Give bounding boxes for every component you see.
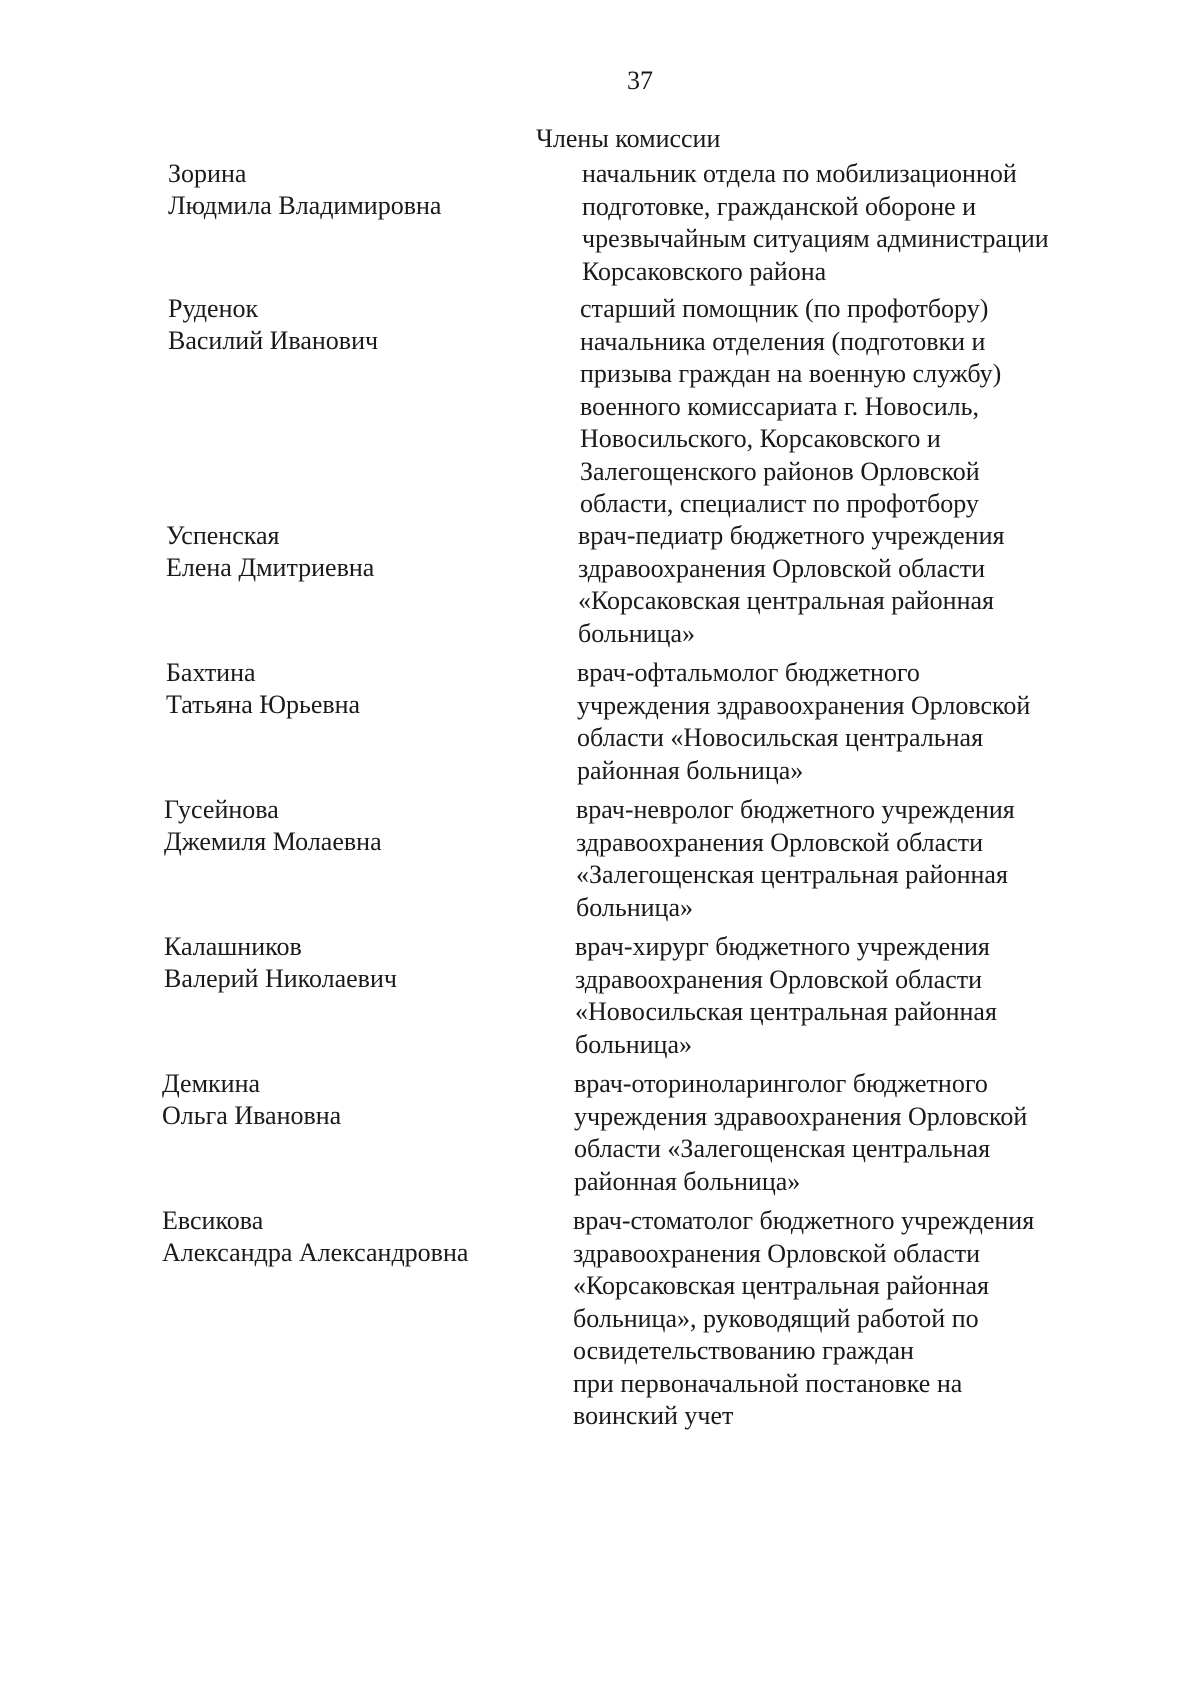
member-role-line: врач-невролог бюджетного учреждения: [576, 795, 1015, 824]
member-surname: Зорина: [168, 159, 247, 188]
member-role: [580, 293, 1140, 521]
member-role-line: воинский учет: [573, 1401, 734, 1430]
member-role-line: «Залегощенская центральная районная: [576, 860, 1008, 889]
member-role-line: здравоохранения Орловской области: [575, 964, 983, 994]
member-surname: Руденок: [168, 294, 259, 323]
member-role-line: «Корсаковская центральная районная: [573, 1271, 989, 1300]
member-role-line: старший помощник (по профотбору): [580, 294, 989, 323]
member-role-line: при первоначальной постановке на: [573, 1368, 963, 1398]
member-role-line: здравоохранения Орловской области: [578, 553, 986, 583]
member-role-line: военного комиссариата г. Новосиль,: [580, 391, 979, 421]
member-role: [576, 794, 1136, 924]
member-role: [575, 931, 1135, 1061]
member-role-line: Новосильского, Корсаковского и: [580, 424, 941, 453]
member-role-line: чрезвычайным ситуациям администрации: [582, 224, 1049, 253]
member-role-line: врач-офтальмолог бюджетного: [577, 658, 920, 687]
member-role-line: Корсаковского района: [582, 256, 827, 286]
member-given-names: Александра Александровна: [162, 1238, 469, 1267]
member-role: [582, 158, 1142, 288]
member-role-line: врач-хирург бюджетного учреждения: [575, 932, 990, 961]
member-name: [162, 1068, 341, 1132]
member-role-line: врач-стоматолог бюджетного учреждения: [573, 1206, 1035, 1235]
section-title: Члены комиссии: [536, 124, 721, 153]
member-surname: Бахтина: [166, 658, 256, 687]
member-role-line: начальника отделения (подготовки и: [580, 326, 986, 356]
member-role-line: области «Залегощенская центральная: [574, 1134, 991, 1163]
member-role-line: больница»: [576, 892, 693, 922]
member-role: [573, 1205, 1133, 1433]
member-given-names: Людмила Владимировна: [168, 191, 442, 220]
member-surname: Демкина: [162, 1069, 261, 1098]
member-role-line: области, специалист по профотбору: [580, 489, 979, 518]
member-name: [168, 293, 378, 357]
member-name: [166, 657, 360, 721]
member-name: [166, 520, 374, 584]
member-surname: Успенская: [166, 521, 280, 550]
member-role-line: здравоохранения Орловской области: [573, 1238, 981, 1268]
member-role-line: больница»: [575, 1029, 692, 1059]
member-role-line: Залегощенского районов Орловской: [580, 456, 980, 486]
member-given-names: Елена Дмитриевна: [166, 553, 375, 582]
page-number: 37: [627, 66, 653, 95]
member-role-line: врач-оториноларинголог бюджетного: [574, 1069, 988, 1098]
member-role-line: «Новосильская центральная районная: [575, 997, 997, 1026]
member-role-line: здравоохранения Орловской области: [576, 827, 984, 857]
member-given-names: Василий Иванович: [168, 326, 379, 355]
member-role-line: больница», руководящий работой по: [573, 1303, 979, 1333]
member-role-line: учреждения здравоохранения Орловской: [577, 690, 1031, 720]
member-role-line: подготовке, гражданской обороне и: [582, 191, 977, 221]
member-role-line: «Корсаковская центральная районная: [578, 586, 994, 615]
member-role: [578, 520, 1138, 650]
member-role: [574, 1068, 1134, 1198]
member-given-names: Татьяна Юрьевна: [166, 690, 361, 719]
member-surname: Калашников: [164, 932, 302, 961]
member-surname: Евсикова: [162, 1206, 264, 1235]
member-name: [164, 794, 382, 858]
member-surname: Гусейнова: [164, 795, 279, 824]
member-role: [577, 657, 1137, 787]
member-given-names: Валерий Николаевич: [164, 964, 397, 993]
member-given-names: Ольга Ивановна: [162, 1101, 342, 1130]
member-role-line: врач-педиатр бюджетного учреждения: [578, 521, 1005, 550]
member-role-line: районная больница»: [577, 755, 804, 785]
member-name: [164, 931, 397, 995]
member-name: [162, 1205, 468, 1269]
member-given-names: Джемиля Молаевна: [164, 827, 382, 856]
member-role-line: учреждения здравоохранения Орловской: [574, 1101, 1028, 1131]
member-role-line: районная больница»: [574, 1166, 801, 1196]
member-name: [168, 158, 441, 222]
member-role-line: призыва граждан на военную службу): [580, 359, 1002, 388]
member-role-line: больница»: [578, 618, 695, 648]
member-role-line: области «Новосильская центральная: [577, 723, 984, 752]
member-role-line: начальник отдела по мобилизационной: [582, 159, 1017, 188]
member-role-line: освидетельствованию граждан: [573, 1336, 914, 1365]
